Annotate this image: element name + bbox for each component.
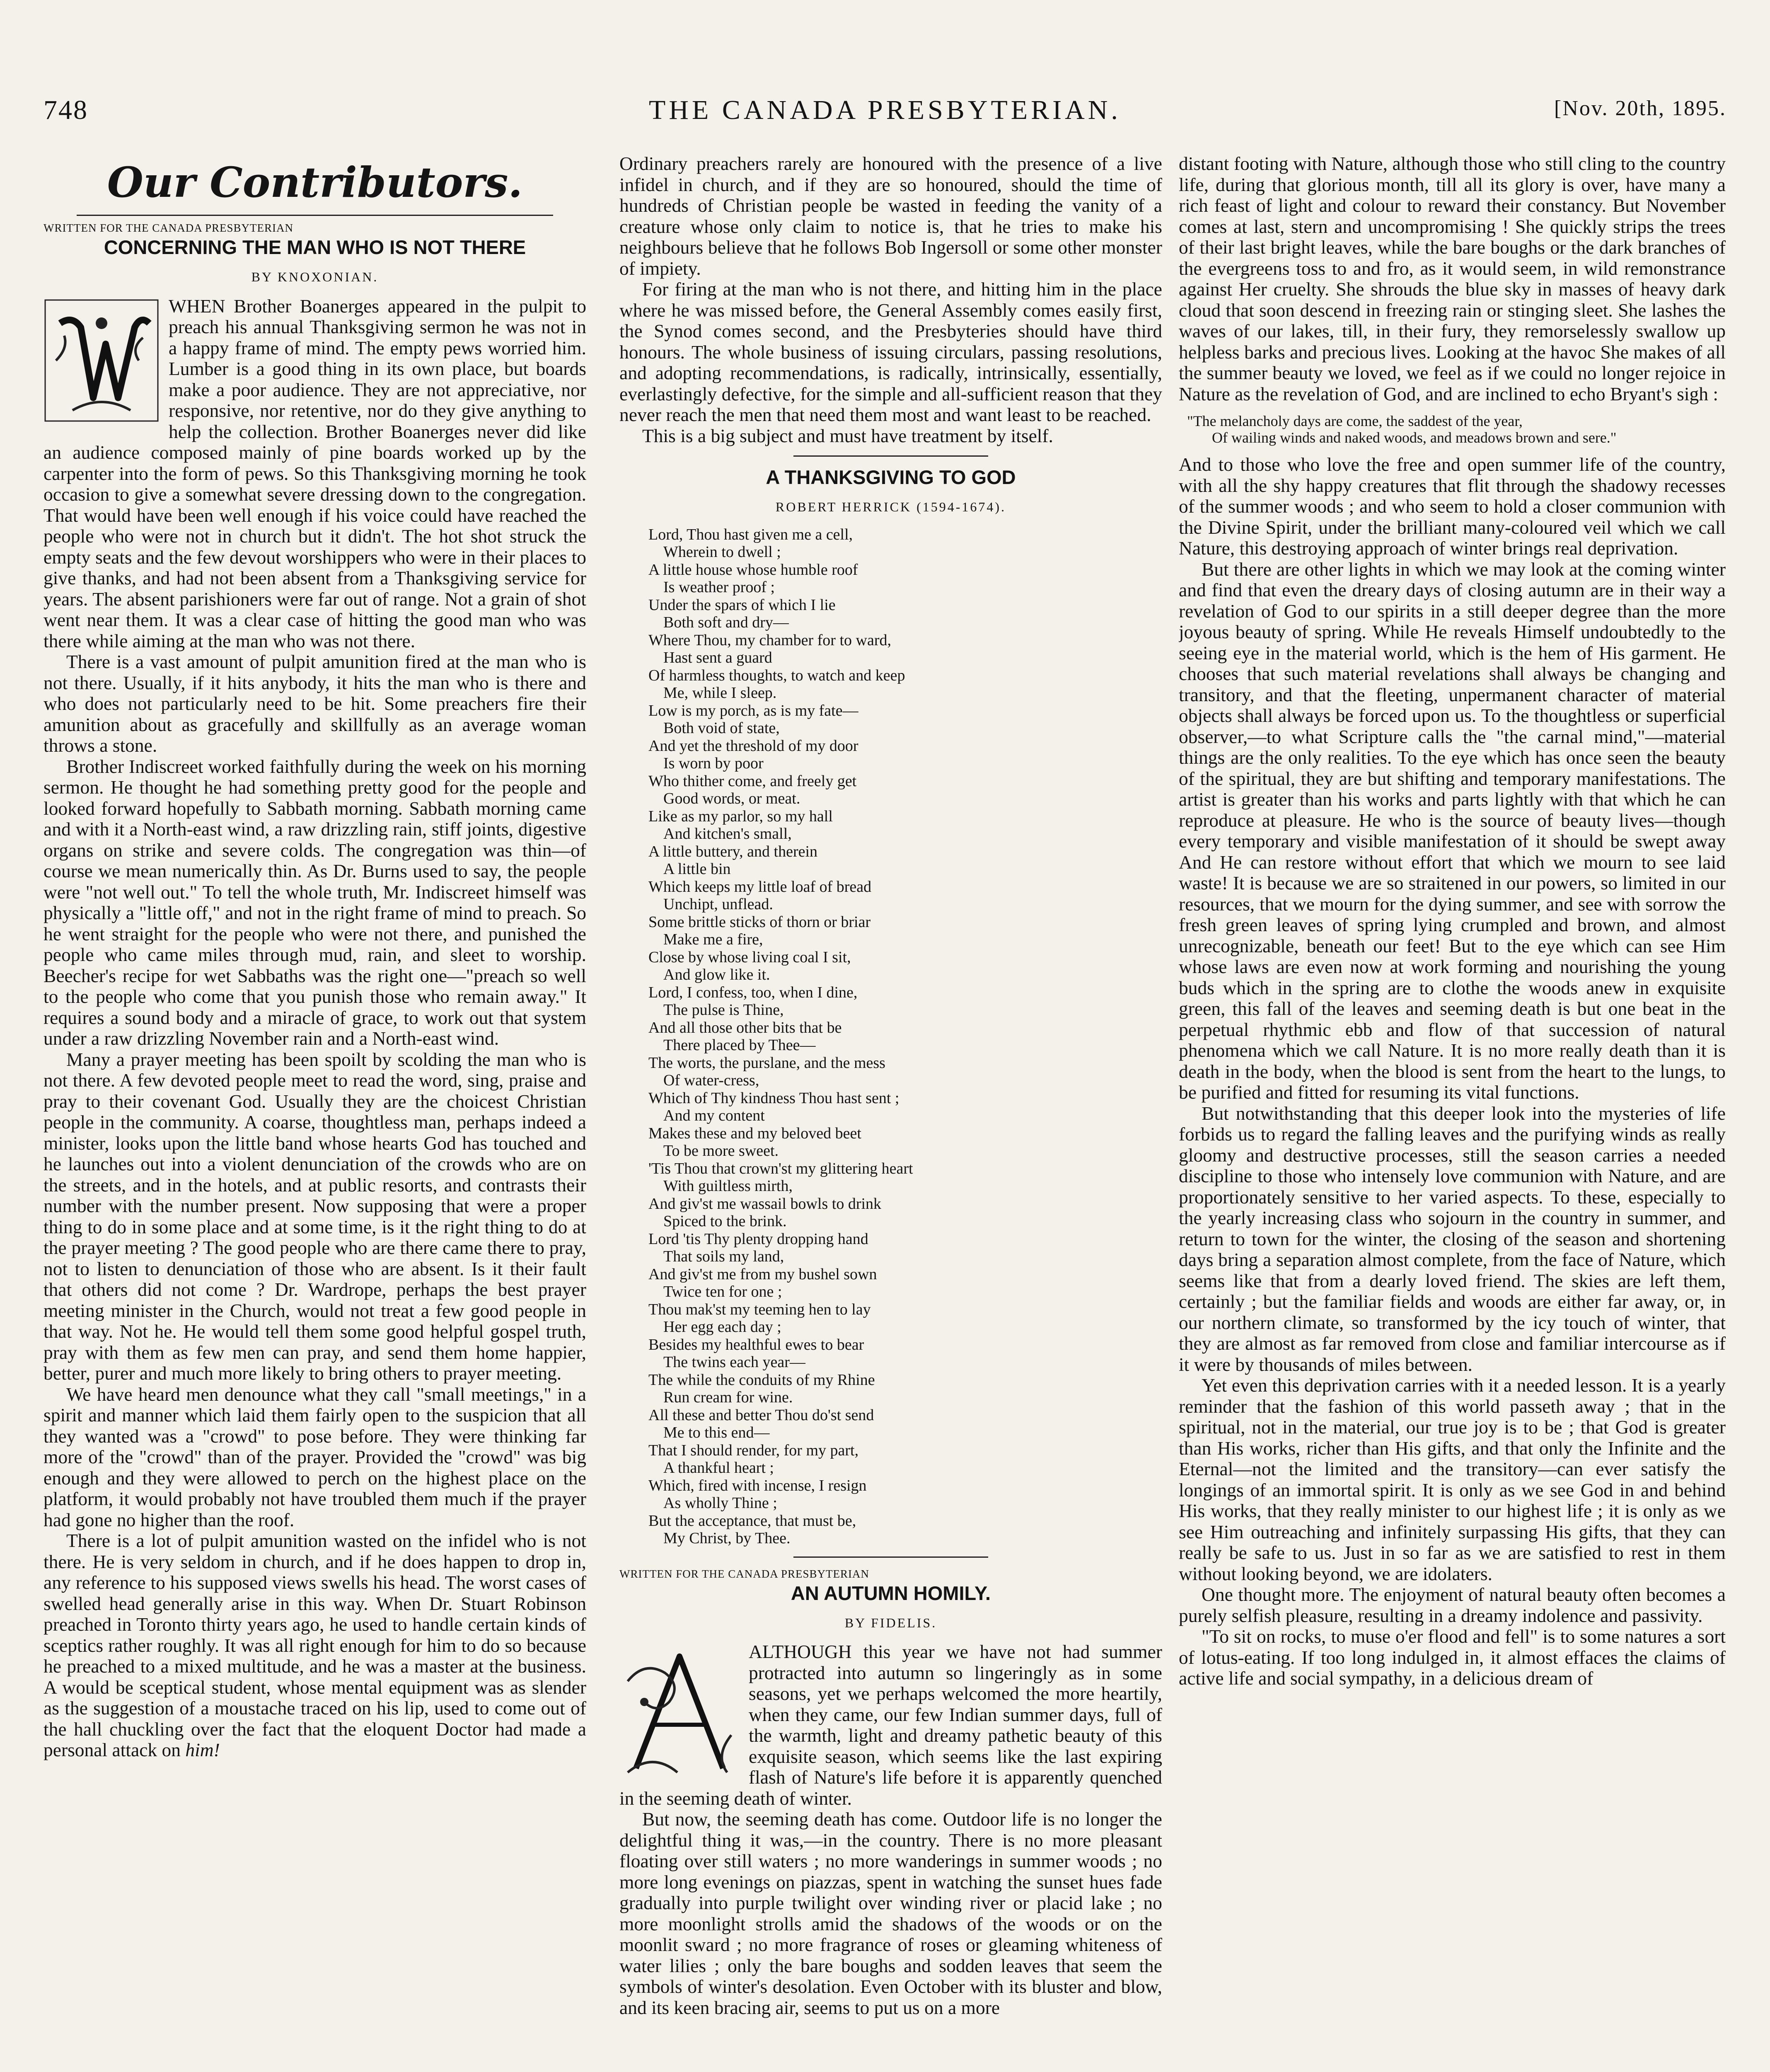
poem-line: Who thither come, and freely get: [648, 772, 857, 790]
quotation: [1187, 413, 1726, 446]
poem-line: A little bin: [663, 860, 731, 878]
poem-line: Twice ten for one ;: [663, 1283, 782, 1300]
poem-line: And all those other bits that be: [648, 1019, 842, 1036]
poem-text: [648, 526, 1162, 1547]
poem-title: A THANKSGIVING TO GOD: [766, 466, 1016, 488]
divider: [793, 455, 988, 457]
poem-line: A little house whose humble roof: [648, 561, 858, 579]
poem-line: Is worn by poor: [663, 755, 764, 772]
poem-line: And yet the threshold of my door: [648, 737, 858, 755]
poem-line: With guiltless mirth,: [663, 1177, 793, 1195]
poem-author: ROBERT HERRICK (1594-1674).: [775, 499, 1006, 514]
poem-line: A little buttery, and therein: [648, 842, 818, 860]
poem-line: But the acceptance, that must be,: [648, 1512, 856, 1530]
poem-line: Which, fired with incense, I resign: [648, 1477, 867, 1494]
poem-line: Some brittle sticks of thorn or briar: [648, 913, 871, 931]
poem-line: Which of Thy kindness Thou hast sent ;: [648, 1089, 900, 1107]
poem-line: Of water-cress,: [663, 1072, 759, 1089]
paragraph: ALTHOUGH this year we have not had summer protracted into autumn so lingeringly as in some seasons, yet we perhaps welcomed the more heartily, when they came, our few Indian summer days, full of the warmth, light and dreamy pathetic beauty of this exquisite season, which seems like the last expiring flash of Nature's life before it is apparently quenched in the seeming death of winter.: [619, 1641, 1162, 1809]
poem-line: Close by whose living coal I sit,: [648, 948, 851, 966]
poem-line: My Christ, by Thee.: [663, 1530, 791, 1547]
poem-line: Me to this end—: [663, 1424, 770, 1441]
poem-line: That I should render, for my part,: [648, 1441, 859, 1459]
poem-line: Unchipt, unflead.: [663, 896, 773, 913]
divider: [793, 1556, 988, 1558]
poem-line: And glow like it.: [663, 966, 770, 983]
paragraph: We have heard men denounce what they call "small meetings," in a spirit and manner which laid them fairly open to the suspicion that all they wanted was a "crowd" to pose before. They were thinking far more of the "crowd" than of the prayer. Provided the "crowd" was big enough and they were allowed to perch on the highest place on the platform, it would probably not have troubled them much if the prayer had gone no higher than the roof.: [44, 1383, 586, 1530]
poem-line: Of harmless thoughts, to watch and keep: [648, 666, 905, 684]
ornate-initial-w-icon: [44, 298, 160, 423]
article-byline: BY KNOXONIAN.: [251, 269, 379, 284]
poem-line: A thankful heart ;: [663, 1459, 774, 1477]
poem-line: Good words, or meat.: [663, 790, 800, 807]
ornate-initial-a-icon: [619, 1644, 740, 1781]
paragraph: For firing at the man who is not there, and hitting him in the place where he was missed before, the General Assembly comes easily first, the Synod comes second, and the Presbyteries should have third honours. The whole business of issuing circulars, passing resolutions, and adopting recommendations, is radically, intrinsically, essentially, everlastingly defective, for the simple and all-sufficient reason that they never reach the men that need them most and want least to be reached.: [619, 278, 1162, 425]
poem-line: Me, while I sleep.: [663, 684, 777, 702]
poem-line: Where Thou, my chamber for to ward,: [648, 631, 891, 649]
paragraph-text: There is a lot of pulpit amunition wasted on the infidel who is not there. He is very seldom in church, and if he does happen to drop in, any reference to his supposed views swells his head. The worst cases of swelled head generally arise in this way. When Dr. Stuart Robinson preached in Toronto thirty years ago, he used to handle certain kinds of sceptics rather roughly. It was all right enough for him to do so because he preached to a mixed multitude, and he was a master at the business. A would be sceptical student, whose mental equipment was as slender as the suggestion of a moustache traced on his lip, used to come out of the hall chuckling over the fact that the eloquent Doctor had made a personal attack on: [44, 1530, 586, 1760]
paragraph: There is a vast amount of pulpit amunition fired at the man who is not there. Usually, if it hits anybody, it hits the man who is there and who does not particularly need to be hit. Some preachers fire their amunition about as gracefully and skillfully as an average woman throws a stone.: [44, 651, 586, 756]
poem-line: Both void of state,: [663, 719, 780, 737]
poem-line: That soils my land,: [663, 1248, 784, 1265]
section-heading: Our Contributors.: [107, 158, 523, 207]
article-title: AN AUTUMN HOMILY.: [791, 1582, 991, 1604]
poem-line: Wherein to dwell ;: [663, 543, 781, 561]
issue-date: [Nov. 20th, 1895.: [1554, 97, 1726, 120]
poem-line: There placed by Thee—: [663, 1036, 816, 1054]
paragraph-with-italic-end: [44, 1530, 586, 1761]
poem-line: Spiced to the brink.: [663, 1213, 787, 1230]
paragraph: Many a prayer meeting has been spoilt by scolding the man who is not there. A few devoted people meet to read the word, sing, praise and pray to their covenant God. Usually they are the choicest Christian people in the community. A coarse, thoughtless man, perhaps indeed a minister, looks upon the little band whose hearts God has touched and he launches out into a violent denunciation of the crowds who are on the streets, and in the hotels, and at public resorts, and contrasts their number with the number present. Now supposing that were a proper thing to do in some place and at some time, is it the right thing to do at the prayer meeting ? The good people who are there came there to pray, not to listen to denunciation of those who are absent. Is it their fault that others did not come ? Dr. Wardrope, perhaps the best prayer meeting minister in the Church, would not treat a few good people in that way. Not he. He would tell them some good helpful gospel truth, pray with them as few men can pray, and send them home happier, better, purer and much more likely to bring others to prayer meeting.: [44, 1048, 586, 1384]
poem-line: Makes these and my beloved beet: [648, 1124, 861, 1142]
paragraph: This is a big subject and must have treatment by itself.: [642, 425, 1053, 446]
poem-line: As wholly Thine ;: [663, 1494, 777, 1512]
poem-line: Lord, I confess, too, when I dine,: [648, 983, 858, 1001]
running-head: [44, 94, 1726, 132]
poem-line: Besides my healthful ewes to bear: [648, 1336, 864, 1353]
poem-line: Hast sent a guard: [663, 649, 772, 666]
quote-line: Of wailing winds and naked woods, and meadows brown and sere.": [1212, 429, 1617, 446]
poem-line: The while the conduits of my Rhine: [648, 1371, 875, 1389]
poem-line: Both soft and dry—: [663, 614, 789, 631]
publication-title: THE CANADA PRESBYTERIAN.: [649, 95, 1121, 125]
article-title: CONCERNING THE MAN WHO IS NOT THERE: [104, 236, 526, 258]
poem-line: And giv'st me from my bushel sown: [648, 1265, 877, 1283]
poem-line: And my content: [663, 1107, 765, 1124]
paragraph: But there are other lights in which we may look at the coming winter and find that even the dreary days of closing autumn are in their way a revelation of God to our spirits in a still deeper degree than the more joyous beauty of spring. While He reveals Himself undoubtedly to the seeing eye in the material world, which is the hem of His garment. He chooses that such material revelations shall always be changing and transitory, and that the fleeting, unpermanent character of material objects shall always be forced upon us. To the thoughtless or superficial observer,—to what Scripture calls the "the carnal mind,"—material things are the only realities. To the eye which has once seen the beauty of the spiritual, they are but shifting and temporary manifestations. The artist is greater than his works and parts lightly with that which he can reproduce at pleasure. He who is the source of beauty lives—though every temporary and visible manifestation of it should be swept away And He can restore without effort that which we mourn to see laid waste! It is because we are so straitened in our powers, so limited in our resources, that we mourn for the dying summer, and see with sorrow the fresh green leaves of spring lying crumpled and brown, and almost unrecognizable, beneath our feet! But to the eye which can see Him whose laws are even now at work forming and nourishing the young buds which in the spring are to clothe the woods anew in exquisite green, this fall of the leaves and seeming death is but one beat in the perpetual rhythmic ebb and flow of that succession of natural phenomena which we call Nature. It is no more really death than it is death in the body, when the blood is sent from the heart to the lungs, to be purified and fitted for resuming its vital functions.: [1179, 558, 1726, 1103]
written-for-note: WRITTEN FOR THE CANADA PRESBYTERIAN: [44, 222, 294, 234]
poem-line: The worts, the purslane, and the mess: [648, 1054, 885, 1072]
poem-line: Low is my porch, as is my fate—: [648, 702, 858, 719]
paragraph: distant footing with Nature, although those who still cling to the country life, during that glorious month, till all its glory is over, have many a rich feast of light and colour to reward their constancy. But November comes at last, stern and uncompromising ! She quickly strips the trees of their last bright leaves, while the bare boughs or the dark branches of the evergreens toss to and fro, as it would seem, in wild remonstrance against Her cruelty. She shrouds the blue sky in masses of heavy dark cloud that soon descend in freezing rain or stinging sleet. She lashes the waves of our lakes, till, in their fury, they remorselessly swallow up helpless barks and precious lives. Looking at the havoc She makes of all the summer beauty we loved, we feel as if we could no longer rejoice in Nature as the revelation of God, and are inclined to echo Bryant's sigh :: [1179, 153, 1726, 404]
italic-word: him!: [185, 1739, 220, 1760]
paragraph: "To sit on rocks, to muse o'er flood and fell" is to some natures a sort of lotus-eating. If too long indulged in, it almost effaces the claims of active life and social sympathy, in a delicious dream of: [1179, 1626, 1726, 1689]
paragraph: Brother Indiscreet worked faithfully during the week on his morning sermon. He thought he had something pretty good for the people and looked forward hopefully to Sabbath morning. Sabbath morning came and with it a North-east wind, a raw drizzling rain, stiff joints, digestive organs on strike and severe colds. The congregation was thin—of course we mean numerically thin. As Dr. Burns used to say, the people were "not well out." To tell the whole truth, Mr. Indiscreet himself was physically a "little off," and not in the right frame of mind to preach. So he went straight for the people who were not there, and punished the people who came miles through mud, rain, and sleet to worship. Beecher's recipe for wet Sabbaths was the right one—"preach so well to the people who come that you punish those who remain away." It requires a sound body and a miracle of grace, to work out that system under a raw drizzling November rain and a North-east wind.: [44, 755, 586, 1049]
poem-line: Is weather proof ;: [663, 579, 775, 596]
poem-line: Thou mak'st my teeming hen to lay: [648, 1300, 871, 1318]
poem-line: The twins each year—: [663, 1353, 805, 1371]
poem-line: 'Tis Thou that crown'st my glittering heart: [648, 1159, 913, 1177]
poem-line: And giv'st me wassail bowls to drink: [648, 1195, 882, 1213]
poem-line: Which keeps my little loaf of bread: [648, 878, 872, 896]
poem-line: Her egg each day ;: [663, 1318, 781, 1336]
article-byline: BY FIDELIS.: [844, 1615, 937, 1630]
poem-line: Make me a fire,: [663, 931, 763, 948]
paragraph: Yet even this deprivation carries with it a needed lesson. It is a yearly reminder that the fashion of this world passeth away ; that in the spiritual, not in the material, our true joy is to be ; that God is greater than His works, richer than His gifts, and that only the Infinite and the Eternal—not the limited and the transitory—can ever satisfy the longings of an immortal spirit. It is only as we see God in and behind His works, that they really minister to our highest life ; it is only as we see Him outreaching and infinitely surpassing His gifts, that they can really be safe to us. Just in so far as we are satisfied to rest in them without looking beyond, we are idolaters.: [1179, 1375, 1726, 1584]
column-3: [1179, 153, 1726, 2072]
paragraph: But notwithstanding that this deeper look into the mysteries of life forbids us to regard the falling leaves and the purifying winds as really gloomy and destructive processes, still the season carries a needed discipline to those who intensely love communion with Nature, and are proportionately sensitive to her varied aspects. To these, especially to the yearly increasing class who sojourn in the country in summer, and return to town for the winter, the closing of the season and shortening days bring a separation almost complete, from the face of Nature, which seems like that from a dearly loved friend. The skies are left them, certainly ; but the familiar fields and woods are either far away, or, in our northern climate, so transformed by the icy touch of winter, that they are almost as far removed from close and familiar intercourse as if it were by thousands of miles between.: [1179, 1102, 1726, 1375]
poem-line: Under the spars of which I lie: [648, 596, 836, 614]
paragraph: WHEN Brother Boanerges appeared in the pulpit to preach his annual Thanksgiving sermon he was not in a happy frame of mind. The empty pews worried him. Lumber is a good thing in its own place, but boards make a poor audience. They are not appreciative, nor responsive, nor retentive, nor do they give anything to help the collection. Brother Boanerges never did like an audience composed mainly of pine boards worked up by the carpenter into the form of pews. So this Thanksgiving morning he took occasion to give a somewhat severe dressing down to the congregation. That would have been well enough if his voice could have reached the people who were not in church but it didn't. The hot shot struck the empty seats and the few devout worshippers who were in their places to give thanks, and had not been absent from a Thanksgiving service for years. The absent parishioners were far out of range. Not a grain of shot went near them. It was a clear case of hitting the good man who was there while aiming at the man who was not there.: [44, 295, 586, 651]
poem-line: Run cream for wine.: [663, 1389, 793, 1406]
paragraph: And to those who love the free and open summer life of the country, with all the shy happy creatures that flit through the shadowy recesses of the summer woods ; and who seem to hold a closer communion with the Divine Spirit, under the brilliant many-coloured veil which we call Nature, this destroying approach of winter brings real deprivation.: [1179, 454, 1726, 559]
poem-line: Lord, Thou hast given me a cell,: [648, 525, 853, 543]
divider: [77, 215, 553, 216]
poem-line: Like as my parlor, so my hall: [648, 807, 833, 825]
quote-line: "The melancholy days are come, the saddest of the year,: [1187, 413, 1523, 429]
paragraph: Ordinary preachers rarely are honoured with the presence of a live infidel in church, and if they are so honoured, should the time of hundreds of Christian people be wasted in feeding the vanity of a creature whose only claim to notice is, that he tries to make his neighbours believe that he follows Bob Ingersoll or some other monster of impiety.: [619, 153, 1162, 279]
paragraph: One thought more. The enjoyment of natural beauty often becomes a purely selfish pleasure, resulting in a dreamy indolence and passivity.: [1179, 1584, 1726, 1626]
poem-line: Lord 'tis Thy plenty dropping hand: [648, 1230, 868, 1248]
poem-line: All these and better Thou do'st send: [648, 1406, 874, 1424]
written-for-note: WRITTEN FOR THE CANADA PRESBYTERIAN: [619, 1567, 870, 1580]
column-2: [619, 153, 1162, 2072]
poem-line: And kitchen's small,: [663, 825, 792, 842]
paragraph: But now, the seeming death has come. Outdoor life is no longer the delightful thing it was,—in the country. There is no more pleasant floating over still waters ; no more wanderings in summer woods ; no more long evenings on piazzas, spent in watching the sunset hues fade gradually into purple twilight over winding river or placid lake ; no more moonlight strolls amid the shadows of the woods or on the moonlit sward ; no more fragrance of roses or gleaming whiteness of water lilies ; only the bare boughs and sodden leaves that seem the symbols of winter's desolation. Even October with its bluster and blow, and its keen bracing air, seems to put us on a more: [619, 1808, 1162, 2018]
page-number: 748: [44, 95, 88, 125]
poem-line: To be more sweet.: [663, 1142, 779, 1159]
column-1: [44, 153, 586, 2072]
poem-line: The pulse is Thine,: [663, 1001, 784, 1019]
